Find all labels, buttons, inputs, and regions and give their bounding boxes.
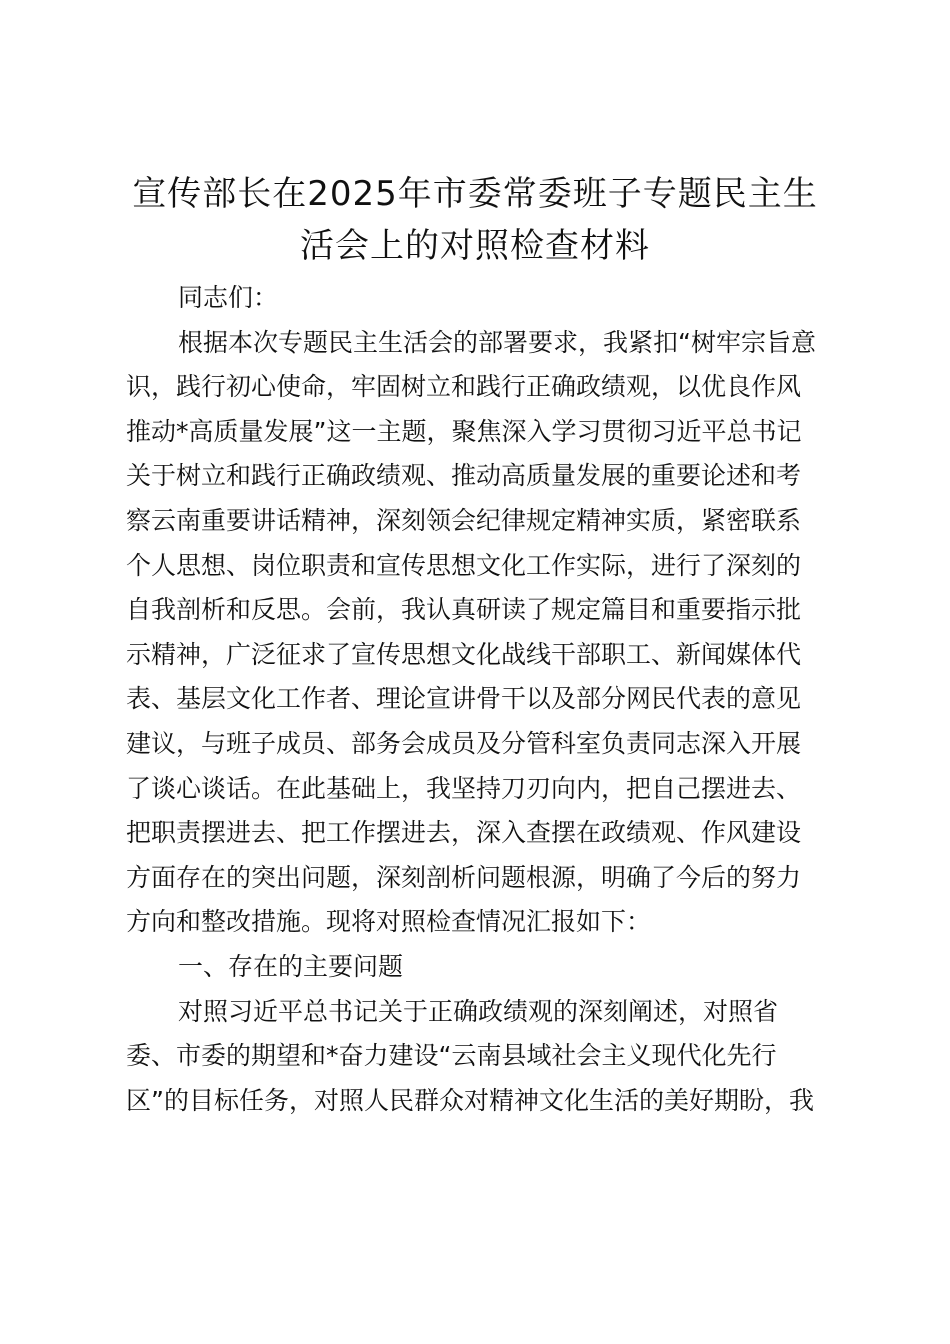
paragraph-line: 推动*高质量发展”这一主题，聚焦深入学习贯彻习近平总书记 — [126, 416, 802, 446]
section-heading: 一、存在的主要问题 — [178, 951, 404, 981]
paragraph-line: 建议，与班子成员、部务会成员及分管科室负责同志深入开展 — [126, 728, 802, 758]
paragraph-line: 委、市委的期望和*奋力建设“云南县域社会主义现代化先行 — [126, 1041, 777, 1071]
paragraph-line: 区”的目标任务，对照人民群众对精神文化生活的美好期盼，我 — [126, 1085, 814, 1115]
paragraph-line: 表、基层文化工作者、理论宣讲骨干以及部分网民代表的意见 — [126, 684, 802, 714]
salutation: 同志们： — [178, 283, 279, 312]
paragraph-line: 示精神，广泛征求了宣传思想文化战线干部职工、新闻媒体代 — [126, 639, 802, 669]
paragraph-line: 对照习近平总书记关于正确政绩观的深刻阐述，对照省 — [178, 996, 779, 1026]
paragraph-line: 个人思想、岗位职责和宣传思想文化工作实际，进行了深刻的 — [126, 550, 802, 580]
document-body — [126, 276, 836, 1123]
paragraph-line: 把职责摆进去、把工作摆进去，深入查摆在政绩观、作风建设 — [126, 818, 802, 848]
paragraph-line: 关于树立和践行正确政绩观、推动高质量发展的重要论述和考 — [126, 461, 802, 491]
paragraph-line: 方面存在的突出问题，深刻剖析问题根源，明确了今后的努力 — [126, 862, 802, 892]
paragraph-line: 识，践行初心使命，牢固树立和践行正确政绩观，以优良作风 — [126, 372, 802, 402]
paragraph-line: 察云南重要讲话精神，深刻领会纪律规定精神实质，紧密联系 — [126, 505, 802, 535]
paragraph-line: 根据本次专题民主生活会的部署要求，我紧扣“树牢宗旨意 — [178, 327, 816, 357]
title-line: 活会上的对照检查材料 — [300, 226, 650, 266]
paragraph-line: 了谈心谈话。在此基础上，我坚持刀刃向内，把自己摆进去、 — [126, 773, 802, 803]
paragraph-line: 方向和整改措施。现将对照检查情况汇报如下： — [126, 907, 652, 937]
document-title — [120, 168, 830, 272]
paragraph-line: 自我剖析和反思。会前，我认真研读了规定篇目和重要指示批 — [126, 595, 802, 625]
title-line: 宣传部长在2025年市委常委班子专题民主生 — [132, 174, 818, 214]
